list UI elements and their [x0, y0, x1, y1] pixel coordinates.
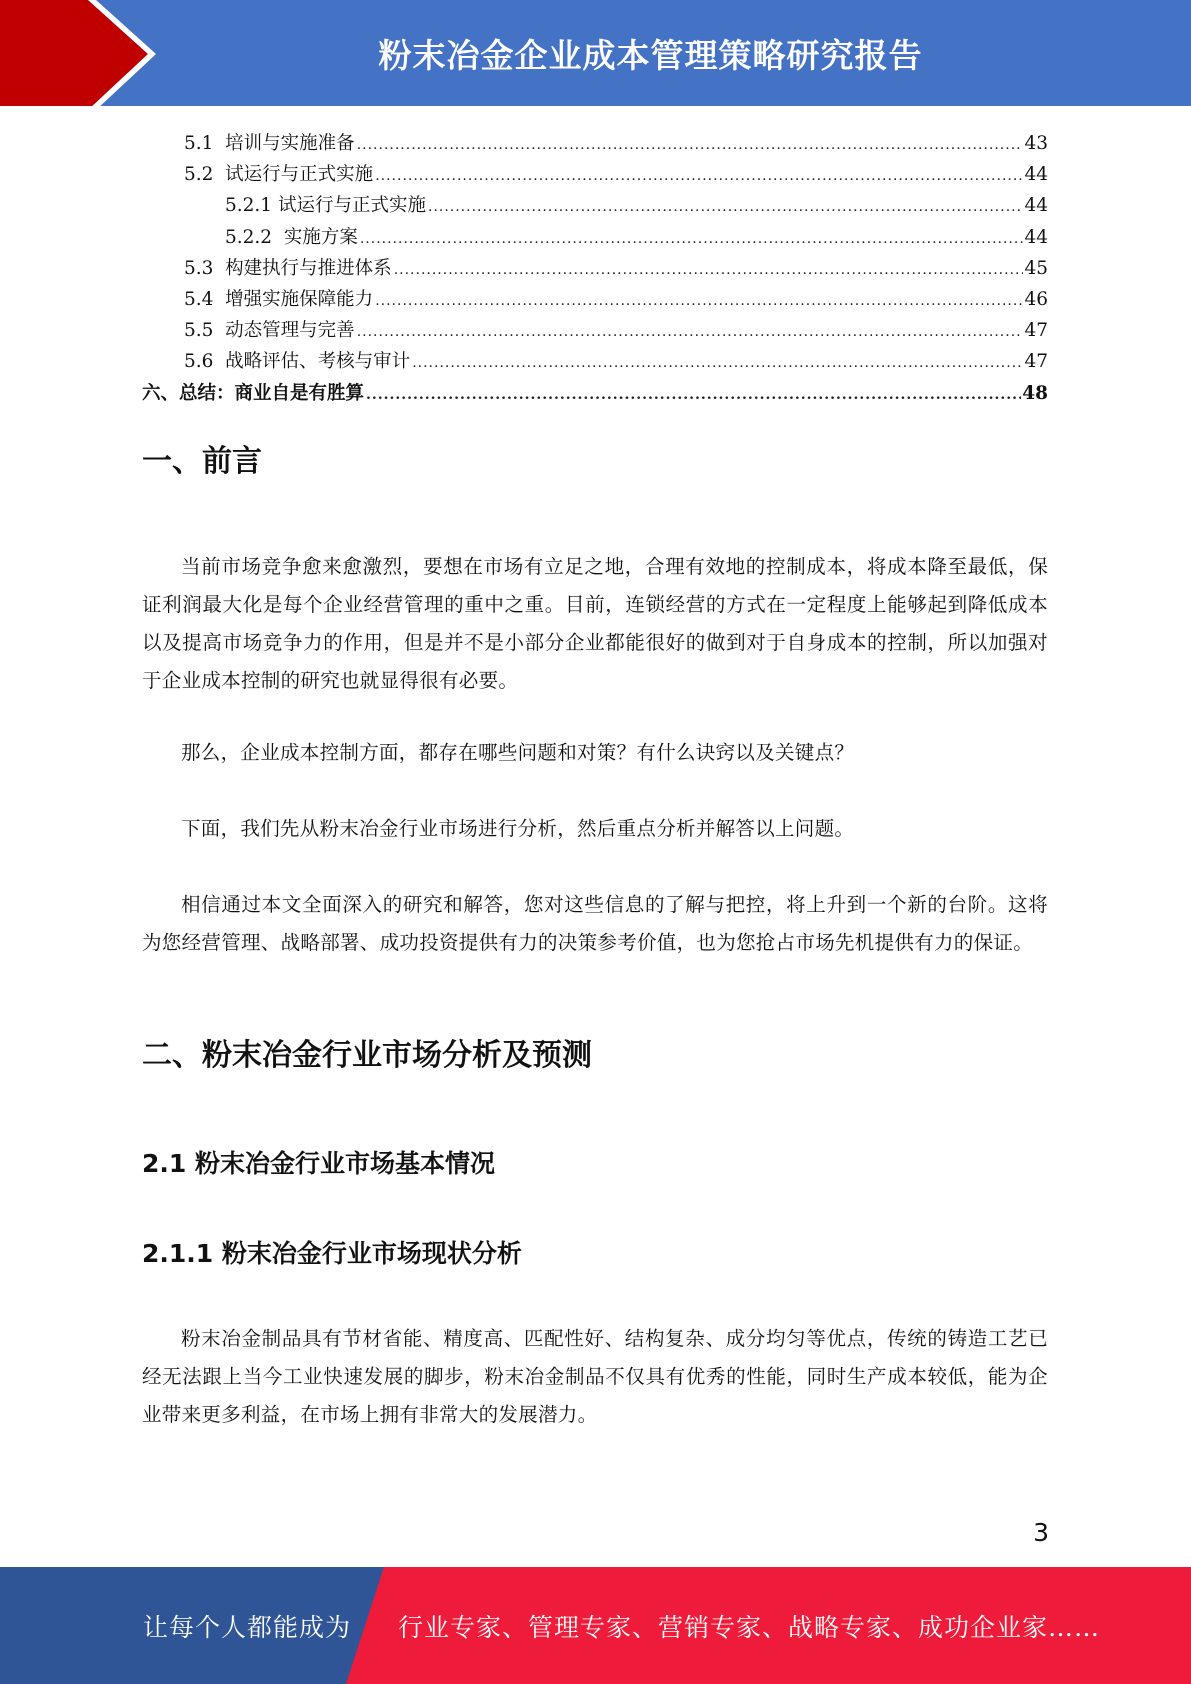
toc-entry-label: 5.2 试运行与正式实施 — [184, 164, 374, 186]
subsection-heading-basic-situation: 2.1 粉末冶金行业市场基本情况 — [142, 1149, 495, 1178]
toc-leader-dots — [357, 130, 1024, 161]
toc-entry-label: 5.3 构建执行与推进体系 — [184, 257, 392, 279]
toc-page-number: 45 — [1024, 257, 1048, 279]
toc-leader-dots — [375, 161, 1023, 192]
toc-page-number: 48 — [1022, 382, 1048, 404]
toc-entry[interactable] — [142, 315, 1048, 346]
status-analysis-paragraph: 粉末冶金制品具有节材省能、精度高、匹配性好、结构复杂、成分均匀等优点，传统的铸造工艺已经无法跟上当今工业快速发展的脚步，粉末冶金制品不仅具有优秀的性能，同时生产成本较低，能为企业带来更多利益，在市场上拥有非常大的发展潜力。 — [142, 1327, 1048, 1426]
footer-slogan-right: 行业专家、管理专家、营销专家、战略专家、成功企业家…… — [398, 1612, 1101, 1642]
toc-entry-label: 5.1 培训与实施准备 — [184, 133, 355, 154]
toc-entry[interactable] — [142, 253, 1048, 284]
toc-entry-label: 5.5 动态管理与完善 — [184, 320, 355, 342]
toc-entry[interactable] — [142, 378, 1048, 409]
toc-page-number: 44 — [1024, 195, 1048, 217]
footer-slogan-left: 让每个人都能成为 — [143, 1612, 352, 1642]
toc-leader-dots — [428, 192, 1023, 223]
toc-entry-label: 5.2.1 试运行与正式实施 — [225, 195, 426, 217]
toc-entry-label: 六、总结：商业自是有胜算 — [142, 382, 365, 404]
report-title: 粉末冶金企业成本管理策略研究报告 — [378, 35, 923, 75]
preface-paragraph-3: 下面，我们先从粉末冶金行业市场进行分析，然后重点分析并解答以上问题。 — [181, 817, 855, 840]
toc-page-number: 44 — [1024, 226, 1048, 248]
subsection-heading-status-analysis: 2.1.1 粉末冶金行业市场现状分析 — [142, 1239, 522, 1268]
page-footer — [0, 1567, 1191, 1684]
table-of-contents — [142, 128, 1048, 409]
toc-entry-label: 5.4 增强实施保障能力 — [184, 288, 374, 310]
toc-page-number: 47 — [1024, 320, 1048, 342]
toc-entry-label: 5.2.2 实施方案 — [225, 226, 358, 248]
page-number: 3 — [1033, 1518, 1049, 1547]
toc-entry[interactable] — [142, 128, 1048, 159]
toc-entry[interactable] — [142, 190, 1048, 221]
preface-paragraph-4: 相信通过本文全面深入的研究和解答，您对这些信息的了解与把控，将上升到一个新的台阶。这将为您经营管理、战略部署、成功投资提供有力的决策参考价值，也为您抢占市场先机提供有力的保证。 — [142, 893, 1048, 954]
toc-page-number: 44 — [1024, 164, 1048, 186]
toc-entry[interactable] — [142, 159, 1048, 190]
toc-leader-dots — [360, 224, 1024, 255]
toc-page-number: 46 — [1024, 288, 1048, 310]
toc-page-number: 47 — [1024, 351, 1048, 373]
toc-entry[interactable] — [142, 222, 1048, 253]
section-heading-market-analysis: 二、粉末冶金行业市场分析及预测 — [142, 1038, 592, 1073]
toc-leader-dots — [366, 380, 1021, 411]
section-heading-preface: 一、前言 — [142, 444, 262, 479]
preface-paragraph-1: 当前市场竞争愈来愈激烈，要想在市场有立足之地，合理有效地的控制成本，将成本降至最低，保证利润最大化是每个企业经营管理的重中之重。目前，连锁经营的方式在一定程度上能够起到降低成本以及提高市场竞争力的作用，但是并不是小部分企业都能很好的做到对于自身成本的控制，所以加强对于企业成本控制的研究也就显得很有必要。 — [142, 555, 1048, 692]
toc-entry[interactable] — [142, 284, 1048, 315]
toc-entry[interactable] — [142, 346, 1048, 377]
toc-entry-label: 5.6 战略评估、考核与审计 — [184, 351, 411, 373]
toc-leader-dots — [394, 255, 1024, 286]
toc-leader-dots — [375, 286, 1023, 317]
preface-paragraph-2: 那么，企业成本控制方面，都存在哪些问题和对策？有什么诀窍以及关键点？ — [181, 741, 855, 764]
toc-leader-dots — [357, 317, 1024, 348]
toc-page-number: 43 — [1024, 133, 1048, 154]
page-header — [0, 0, 1191, 110]
toc-leader-dots — [412, 348, 1023, 379]
